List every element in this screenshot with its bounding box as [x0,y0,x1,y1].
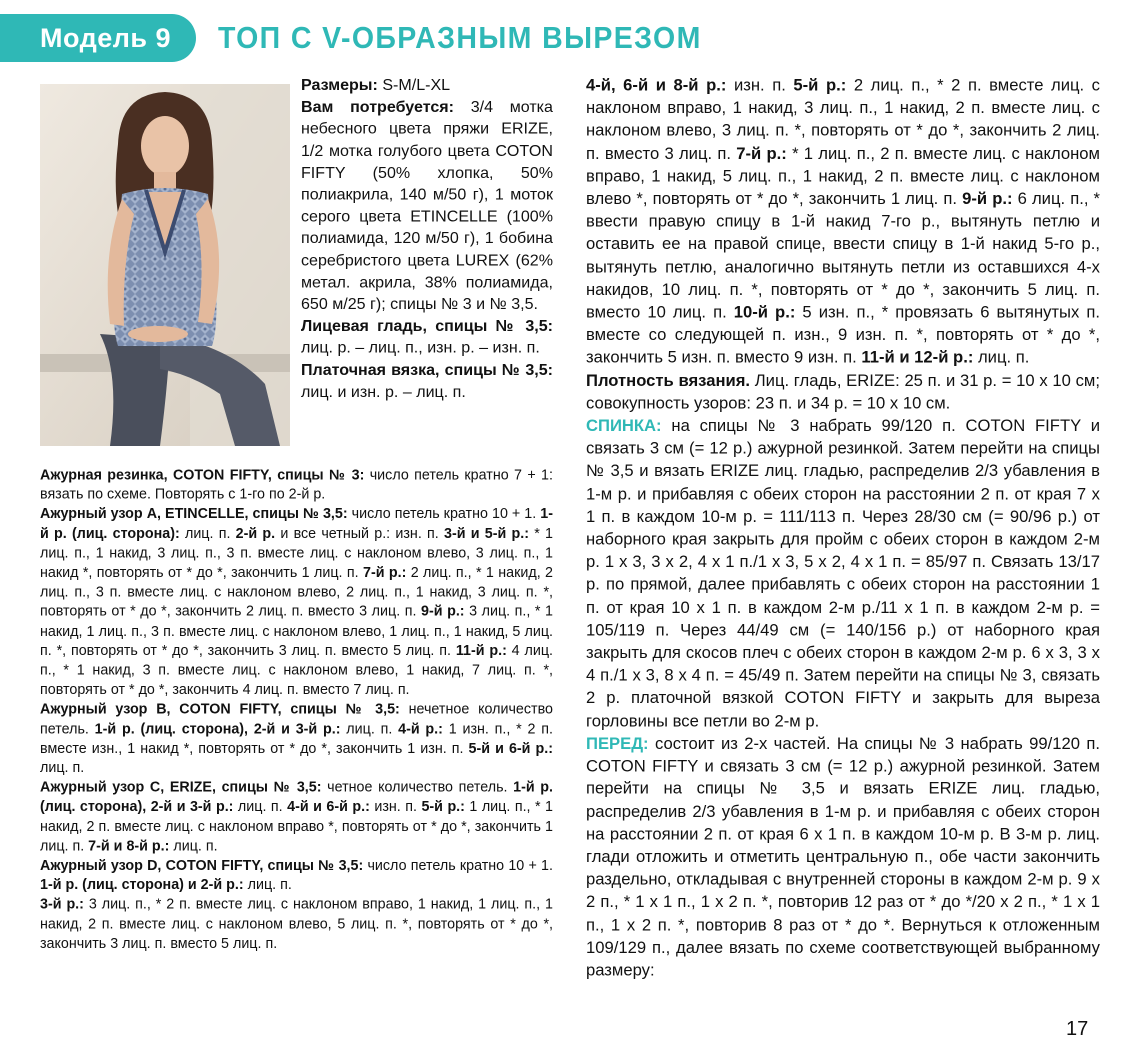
row-label: 2-й р. [230,525,276,542]
row-label: 4-й р.: [392,720,443,737]
row-label: 4-й и 6-й р.: [282,798,370,815]
row-text: и все четный р.: изн. п. [275,525,439,542]
row-text: лиц. п. [340,720,393,737]
row-label: 7-й р.: [358,564,407,581]
front-value: состоит из 2-х частей. На спицы № 3 набрать 99/120 п. COTON FIFTY и связать 3 см (= 12 р.) ажурной резинкой. Затем перейти на спицы № 3,5 и вязать ERIZE лиц. гладью, распределив 2/3 убавления в 1-м р. и прибавляя с обеих сторон на расстоянии 2 п. от края 6 х 1 п. в каждом 10-м р. В 3-м р. лиц. глади отложить и отметить центральную п., обе части закончить раздельно, откладывая с внутренней стороны в каждом 2-м р. 9 х 2 п., * 1 х 1 п., 1 х 2 п. *, повторив 12 раз от * до */20 х 2 п., * 1 х 1 п., 1 х 2 п. *, повторив 8 раз от * до *. Вернуться к отложенным 109/129 п., далее вязать по схеме соответствующей выбранному размеру: [586,733,1100,980]
row-text: изн. п. [369,798,417,815]
row-label: 3-й и 5-й р.: [438,525,529,542]
back-paragraph [586,414,1100,732]
row-text: 1 лиц. п., * 1 накид, 2 п. вместе лиц. с наклоном вправо *, повторять от * до *, закончить 1 лиц. п. [40,798,554,854]
pattern-c-label: Ажурный узор C, ERIZE, спицы № 3,5: [40,779,322,796]
rib-value: число петель кратно 7 + 1: вязать по схеме. Повторять с 1-го по 2-й р. [40,466,553,503]
row-text: лиц. п. [973,348,1030,367]
row-label: 7-й и 8-й р.: [84,837,170,854]
model-photo [40,84,290,446]
row-text: * 1 лиц. п., 1 накид, 3 лиц. п., 3 п. вместе лиц. с наклоном влево, 3 лиц. п., 1 накид *, повторять от * до *, закончить 1 лиц. п. [40,525,553,581]
row-text: лиц. п. [179,525,231,542]
pattern-d-label: Ажурный узор D, COTON FIFTY, спицы № 3,5: [40,857,364,874]
row-label: 5-й и 6-й р.: [463,740,553,757]
row-text: лиц. п. [233,798,283,815]
row-label: 7-й р.: [730,144,787,163]
garter-label: Платочная вязка, спицы № 3,5: [301,360,553,379]
density-value: Лиц. гладь, ERIZE: 25 п. и 31 р. = 10 х 10 см; совокупность узоров: 23 п. и 34 р. = 10 х 10 см. [586,370,1100,413]
pattern-a-paragraph [40,504,553,699]
rib-label: Ажурная резинка, COTON FIFTY, спицы № 3: [40,466,365,483]
pattern-d-continued [586,74,1100,369]
row-text: лиц. п. [169,837,218,854]
patterns-column [40,465,553,953]
page-title: ТОП С V-ОБРАЗНЫМ ВЫРЕЗОМ [218,20,702,55]
stockinette-value: лиц. р. – лиц. п., изн. р. – изн. п. [301,338,540,357]
row-label: 9-й р.: [957,189,1013,208]
row-text: 5 изн. п., * провязать 6 вытянутых п. вместе со следующей п. изн., 9 изн. п. *, повторять от * до *, закончить 5 изн. п. вместо 9 изн. п. [586,302,1100,367]
row-label: 5-й р.: [785,75,847,95]
page-number: 17 [1066,1018,1089,1040]
model-badge: Модель 9 [0,14,196,62]
intro-column [301,74,553,403]
density-label: Плотность вязания. [586,370,751,390]
stockinette-label: Лицевая гладь, спицы № 3,5: [301,316,553,335]
row-label: 11-й и 12-й р.: [856,348,974,367]
pattern-d-row3-paragraph [40,895,553,954]
row-text: 6 лиц. п., * ввести правую спицу в 1-й накид 7-го р., вытянуть петлю и оставить ее на правой спице, ввести спицу в 1-й накид 5-го р., вытянуть петлю, аналогично вытянуть петли из оставшихся 4-х накидов, 10 лиц. п. *, повторять от * до *, закончить 5 лиц. п. вместо 10 лиц. п. [586,189,1101,322]
row-text: * 1 лиц. п., 2 п. вместе лиц. с наклоном вправо, 1 накид, 5 лиц. п., 1 накид, 2 п. вместе лиц. с наклоном влево *, повторять от * до *, закончить 1 лиц. п. [586,144,1100,208]
garter-value: лиц. и изн. р. – лиц. п. [301,382,466,401]
back-label: СПИНКА: [586,416,662,435]
row-label: 10-й р.: [726,302,796,322]
row-text: лиц. п. [243,876,292,893]
rib-paragraph [40,465,553,504]
pattern-b-paragraph [40,699,553,777]
front-label: ПЕРЕД: [586,733,649,753]
sizes-value: S-M/L-XL [377,75,451,94]
density-paragraph [586,369,1100,414]
front-paragraph [586,732,1100,982]
row-label: 1-й р. (лиц. сторона): [40,505,553,542]
garter-paragraph [301,359,553,403]
pattern-c-paragraph [40,777,553,855]
row-label: 9-й р.: [416,603,465,620]
row-text: изн. п. [726,75,786,95]
row-label: 1-й р. (лиц. сторона), 2-й и 3-й р.: [88,720,341,737]
header [0,8,1143,62]
woman-photo-illustration [40,84,290,446]
row-text: лиц. п. [40,759,85,776]
pattern-c-intro: четное количество петель. [321,779,508,796]
sizes-paragraph [301,74,553,96]
pattern-a-label: Ажурный узор A, ETINCELLE, спицы № 3,5: [40,505,348,522]
row-text: 4 лиц. п., * 1 накид, 3 п. вместе лиц. с наклоном влево, 1 накид, 7 лиц. п. *, повторять от * до *, закончить 4 лиц. п. вместо 7 лиц. п. [40,642,553,698]
sizes-label: Размеры: [301,75,378,94]
row-text: 2 лиц. п., * 1 накид, 2 лиц. п., 3 п. вместе лиц. с наклоном влево, 2 лиц. п., 1 накид, 3 лиц. п. *, повторять от * до *, закончить 2 лиц. п. вместо 3 лиц. п. [40,564,553,620]
pattern-a-intro: число петель кратно 10 + 1. [347,505,537,522]
materials-label: Вам потребуется: [301,97,454,116]
row-label: 5-й р.: [416,798,465,815]
stockinette-paragraph [301,315,553,359]
row-label: 1-й р. (лиц. сторона), 2-й и 3-й р.: [40,779,553,815]
back-value: на спицы № 3 набрать 99/120 п. COTON FIFTY и связать 3 см (= 12 р.) ажурной резинкой. Затем перейти на спицы № 3,5 и вязать ERIZE лиц. гладью, распределив 2/3 убавления в 1-м р. и прибавляя с обеих сторон на расстоянии 2 п. от края 7 х 1 п. в каждом 10-м р. = 111/113 п. Через 28/30 см (= 90/96 р.) от наборного края закрыть для пройм с обеих сторон в каждом 2-м р. 1 х 3, 3 х 2, 4 х 1 п./1 х 3, 5 х 2, 4 х 1 п. = 85/97 п. Связать 13/17 р. по прямой, далее прибавлять с обеих сторон на расстоянии 1 п. от края 10 х 1 п. в каждом 2-м р./11 х 1 п. в каждом 2-м р. = 105/119 п. Через 44/49 см (= 140/156 р.) от наборного края закрыть для скосов плеч с обеих сторон в каждом 2-м р. 6 х 3, 3 х 4 п./1 х 3, 8 х 4 п. = 45/49 п. Затем перейти на спицы № 3, связать 2 р. платочной вязкой COTON FIFTY и закрыть для выреза горловины все петли во 2-м р. [586,416,1100,730]
pattern-b-label: Ажурный узор B, COTON FIFTY, спицы № 3,5: [40,700,400,717]
row-text: 2 лиц. п., * 2 п. вместе лиц. с наклоном вправо, 1 накид, 3 лиц. п., 1 накид, 2 п. вместе лиц. с наклоном влево, 3 лиц. п. *, повторять от * до *, закончить 2 лиц. п. вместо 3 лиц. п. [586,75,1101,163]
pattern-d-intro: число петель кратно 10 + 1. [363,857,553,874]
instructions-column [586,74,1100,982]
row-text: 3 лиц. п., * 1 накид, 1 лиц. п., 3 п. вместе лиц. с наклоном влево, 1 лиц. п., 1 накид, 5 лиц. п. *, повторять от * до *, закончить 3 лиц. п. вместо 5 лиц. п. [40,603,553,659]
materials-value: 3/4 мотка небесного цвета пряжи ERIZE, 1/2 мотка голубого цвета COTON FIFTY (50% хлопка, 50% полиакрила, 140 м/50 г), 1 моток серого цвета ETINCELLE (100% полиамида, 120 м/50 г), 1 бобина серебристого цвета LUREX (62% метал. акрила, 38% полиамида, 650 м/25 г); спицы № 3 и № 3,5. [301,97,553,313]
row-label: 3-й р.: [40,896,84,913]
row-text: 3 лиц. п., * 2 п. вместе лиц. с наклоном вправо, 1 накид, 1 лиц. п., 1 накид, 2 п. вместе лиц. с наклоном влево, 5 лиц. п. *, повторять от * до *, закончить 3 лиц. п. вместо 5 лиц. п. [40,896,553,952]
pattern-b-intro: нечетное количество петель. [40,700,553,737]
row-label: 11-й р.: [450,642,507,659]
materials-paragraph [301,96,553,315]
row-label: 4-й, 6-й и 8-й р.: [586,75,727,95]
row-text: 1 изн. п., * 2 п. вместе изн., 1 накид *, повторять от * до *, закончить 1 изн. п. [40,720,553,757]
pattern-d-paragraph [40,856,553,895]
row-label: 1-й р. (лиц. сторона) и 2-й р.: [40,876,244,893]
